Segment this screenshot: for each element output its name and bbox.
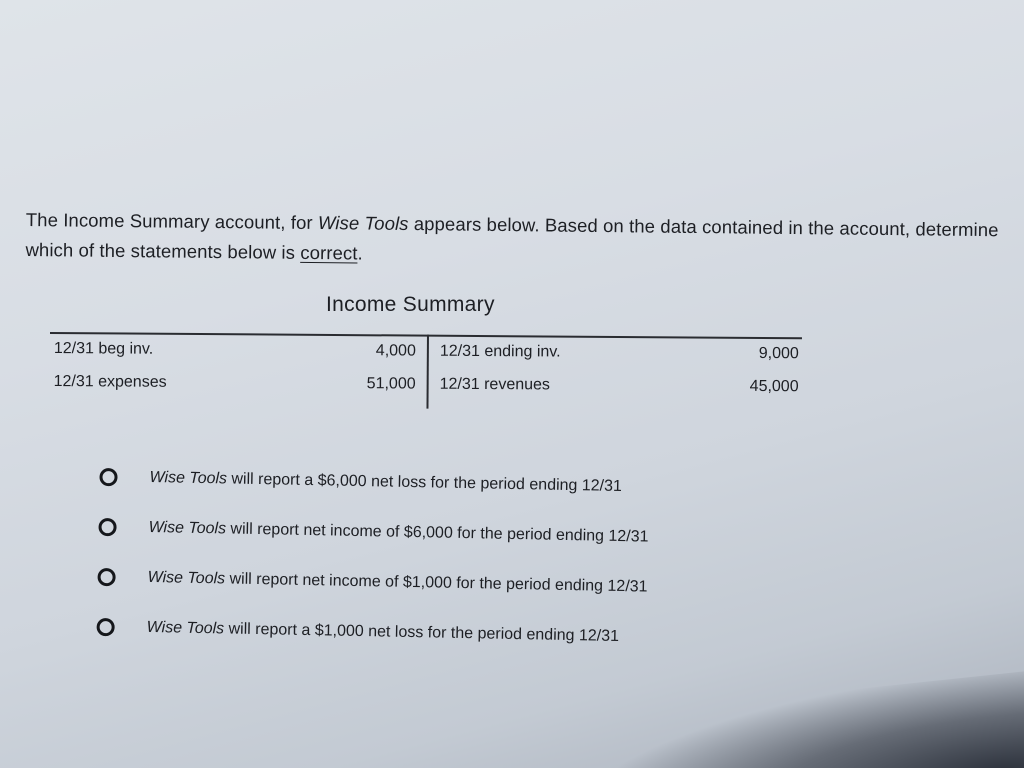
option-company: Wise Tools xyxy=(148,518,227,538)
credit-label: 12/31 revenues xyxy=(439,375,551,394)
debit-label: 12/31 expenses xyxy=(53,373,167,391)
option-statement: will report net income of $6,000 for the period ending 12/31 xyxy=(225,520,649,546)
option-statement: will report a $6,000 net loss for the period ending 12/31 xyxy=(226,470,623,496)
debit-label: 12/31 beg inv. xyxy=(53,340,154,358)
option-text xyxy=(148,519,648,547)
t-account xyxy=(49,332,801,411)
question-part2: appears below. Based on the data contained in the account, determine which of the statements below is xyxy=(25,213,999,263)
radio-button-icon[interactable] xyxy=(96,618,114,636)
question-company: Wise Tools xyxy=(317,212,409,235)
photo-shadow xyxy=(595,664,1024,768)
option-company: Wise Tools xyxy=(147,568,226,588)
question-part1: The Income Summary account, for xyxy=(25,208,319,234)
option-text xyxy=(146,619,619,646)
credit-value: 45,000 xyxy=(749,377,799,396)
radio-button-icon[interactable] xyxy=(99,468,117,486)
credit-value: 9,000 xyxy=(758,344,799,363)
radio-button-icon[interactable] xyxy=(97,568,115,586)
option-company: Wise Tools xyxy=(146,618,225,638)
radio-button-icon[interactable] xyxy=(98,518,116,536)
debit-value: 4,000 xyxy=(375,342,416,360)
question-emphasis: correct xyxy=(300,241,358,264)
question-text xyxy=(25,205,1016,275)
option-text xyxy=(147,569,647,597)
option-company: Wise Tools xyxy=(149,468,228,488)
t-account-divider xyxy=(426,335,429,409)
option-statement: will report a $1,000 net loss for the period ending 12/31 xyxy=(223,620,620,645)
ledger-title: Income Summary xyxy=(326,293,495,316)
option-text xyxy=(149,469,622,496)
option-statement: will report net income of $1,000 for the period ending 12/31 xyxy=(224,570,648,596)
debit-value: 51,000 xyxy=(366,375,416,393)
answer-options xyxy=(96,452,860,667)
question-end: . xyxy=(357,242,363,264)
credit-label: 12/31 ending inv. xyxy=(439,342,561,361)
